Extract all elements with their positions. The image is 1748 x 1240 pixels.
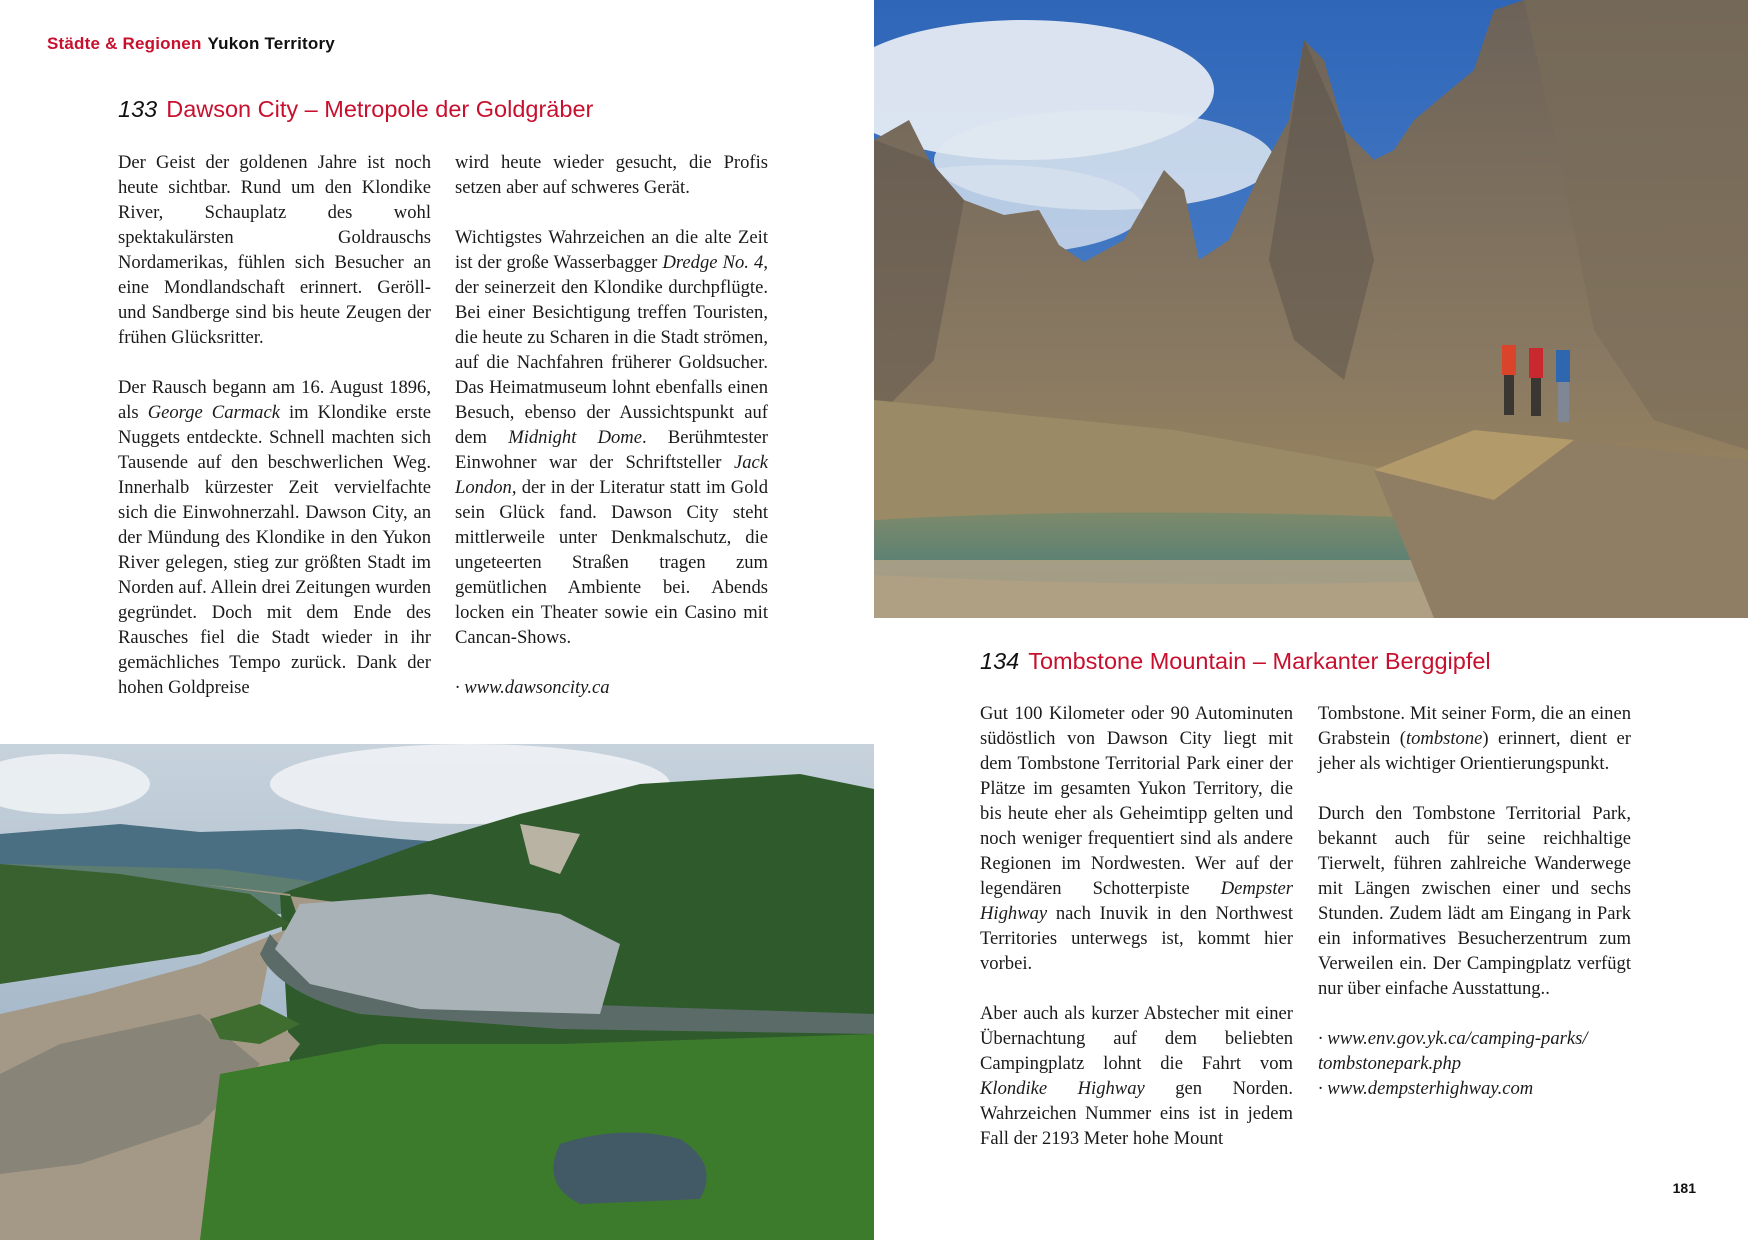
italic-term: tombstone — [1405, 728, 1483, 749]
italic-term: George Carmack — [147, 402, 280, 423]
body-paragraph: Tombstone. Mit seiner Form, die an einen Grabstein (tombstone) erinnert, dient er jeher als wichtiger Orientierungspunkt. — [1318, 703, 1631, 774]
article-column — [455, 150, 768, 700]
web-link[interactable]: · www.dawsoncity.ca — [455, 677, 610, 698]
article-title: Dawson City – Metropole der Goldgräber — [166, 96, 594, 122]
body-paragraph: Aber auch als kurzer Abstecher mit einer Übernachtung auf dem beliebten Campingplatz lohnt die Fahrt vom Klondike Highway gen Norden. Wahrzeichen Nummer eins ist in jedem Fall der 2193 Meter hohe Mount — [980, 1003, 1293, 1149]
article-number: 133 — [118, 96, 158, 122]
dawson-photo-illustration — [0, 744, 874, 1240]
italic-term: Dempster Highway — [980, 878, 1293, 924]
tombstone-photo-illustration — [874, 0, 1748, 618]
italic-term: Dredge No. 4 — [662, 252, 764, 273]
article-column — [1318, 701, 1631, 1101]
body-paragraph: Gut 100 Kilometer oder 90 Autominuten südöstlich von Dawson City liegt mit dem Tombstone Territorial Park einer der Plätze im gesamten Yukon Territory, die bis heute eher als Geheimtipp gelten und noch weniger frequentiert sind als andere Regionen im Nordwesten. Wer auf der legendären Schotterpiste Dempster Highway nach Inuvik in den Northwest Territories unterwegs ist, kommt hier vorbei. — [980, 703, 1293, 974]
article-column — [980, 701, 1293, 1176]
article-heading — [980, 648, 1491, 675]
body-paragraph: Der Geist der goldenen Jahre ist noch heute sichtbar. Rund um den Klondike River, Schauplatz des wohl spektakulärsten Goldrauschs Nordamerikas, fühlen sich Besucher an eine Mondlandschaft erinnert. Geröll- und Sandberge sind bis heute Zeugen der frühen Glücksritter. — [118, 152, 431, 348]
italic-term: Klondike Highway — [980, 1078, 1145, 1099]
body-paragraph: Der Rausch begann am 16. August 1896, als George Carmack im Klondike erste Nuggets entdeckte. Schnell machten sich Tausende auf den beschwerlichen Weg. Innerhalb kürzester Zeit vervielfachte sich die Einwohnerzahl. Dawson City, an der Mündung des Klondike in den Yukon River gelegen, stieg zur größten Stadt im Norden auf. Allein drei Zeitungen wurden gegründet. Doch mit dem Ende des Rausches fiel die Stadt wieder in ihr gemächliches Tempo zurück. Dank der hohen Goldpreise — [118, 377, 431, 698]
web-link[interactable]: · www.dempsterhighway.com — [1318, 1078, 1534, 1099]
page-number: 181 — [1672, 1180, 1696, 1196]
article-column — [118, 150, 431, 725]
article-title: Tombstone Mountain – Markanter Berggipfel — [1028, 648, 1491, 674]
article-heading — [118, 96, 593, 123]
photo-tombstone-mountain — [874, 0, 1748, 618]
article-number: 134 — [980, 648, 1020, 674]
italic-term: Jack London — [455, 452, 768, 498]
photo-dawson-city — [0, 744, 874, 1240]
running-head-section: Städte & Regionen — [47, 34, 202, 53]
italic-term: Midnight Dome — [508, 427, 642, 448]
body-paragraph: Wichtigstes Wahrzeichen an die alte Zeit ist der große Wasserbagger Dredge No. 4, der seinerzeit den Klondike durchpflügte. Bei einer Besichtigung treffen Touristen, die heute zu Scharen in die Stadt strömen, auf die Nachfahren früherer Goldsucher. Das Heimatmuseum lohnt ebenfalls einen Besuch, ebenso der Aussichtspunkt auf dem Midnight Dome. Berühmtester Einwohner war der Schriftsteller Jack London, der in der Literatur statt im Gold sein Glück fand. Dawson City steht mittlerweile unter Denkmalschutz, die ungeteerten Straßen tragen zum gemütlichen Ambiente bei. Abends locken ein Theater sowie ein Casino mit Cancan-Shows. — [455, 227, 768, 648]
running-head-region: Yukon Territory — [207, 34, 335, 53]
running-head — [47, 34, 335, 54]
body-paragraph: Durch den Tombstone Territorial Park, bekannt auch für seine reichhaltige Tierwelt, führen zahlreiche Wanderwege mit Längen zwischen einer und sechs Stunden. Zudem lädt am Eingang in Park ein informatives Besucherzentrum zum Verweilen ein. Der Campingplatz verfügt nur über einfache Ausstattung.. — [1318, 803, 1631, 999]
web-link[interactable]: · www.env.gov.yk.ca/camping-parks/ tombstonepark.php — [1318, 1028, 1588, 1074]
body-paragraph: wird heute wieder gesucht, die Profis setzen aber auf schweres Gerät. — [455, 152, 768, 198]
